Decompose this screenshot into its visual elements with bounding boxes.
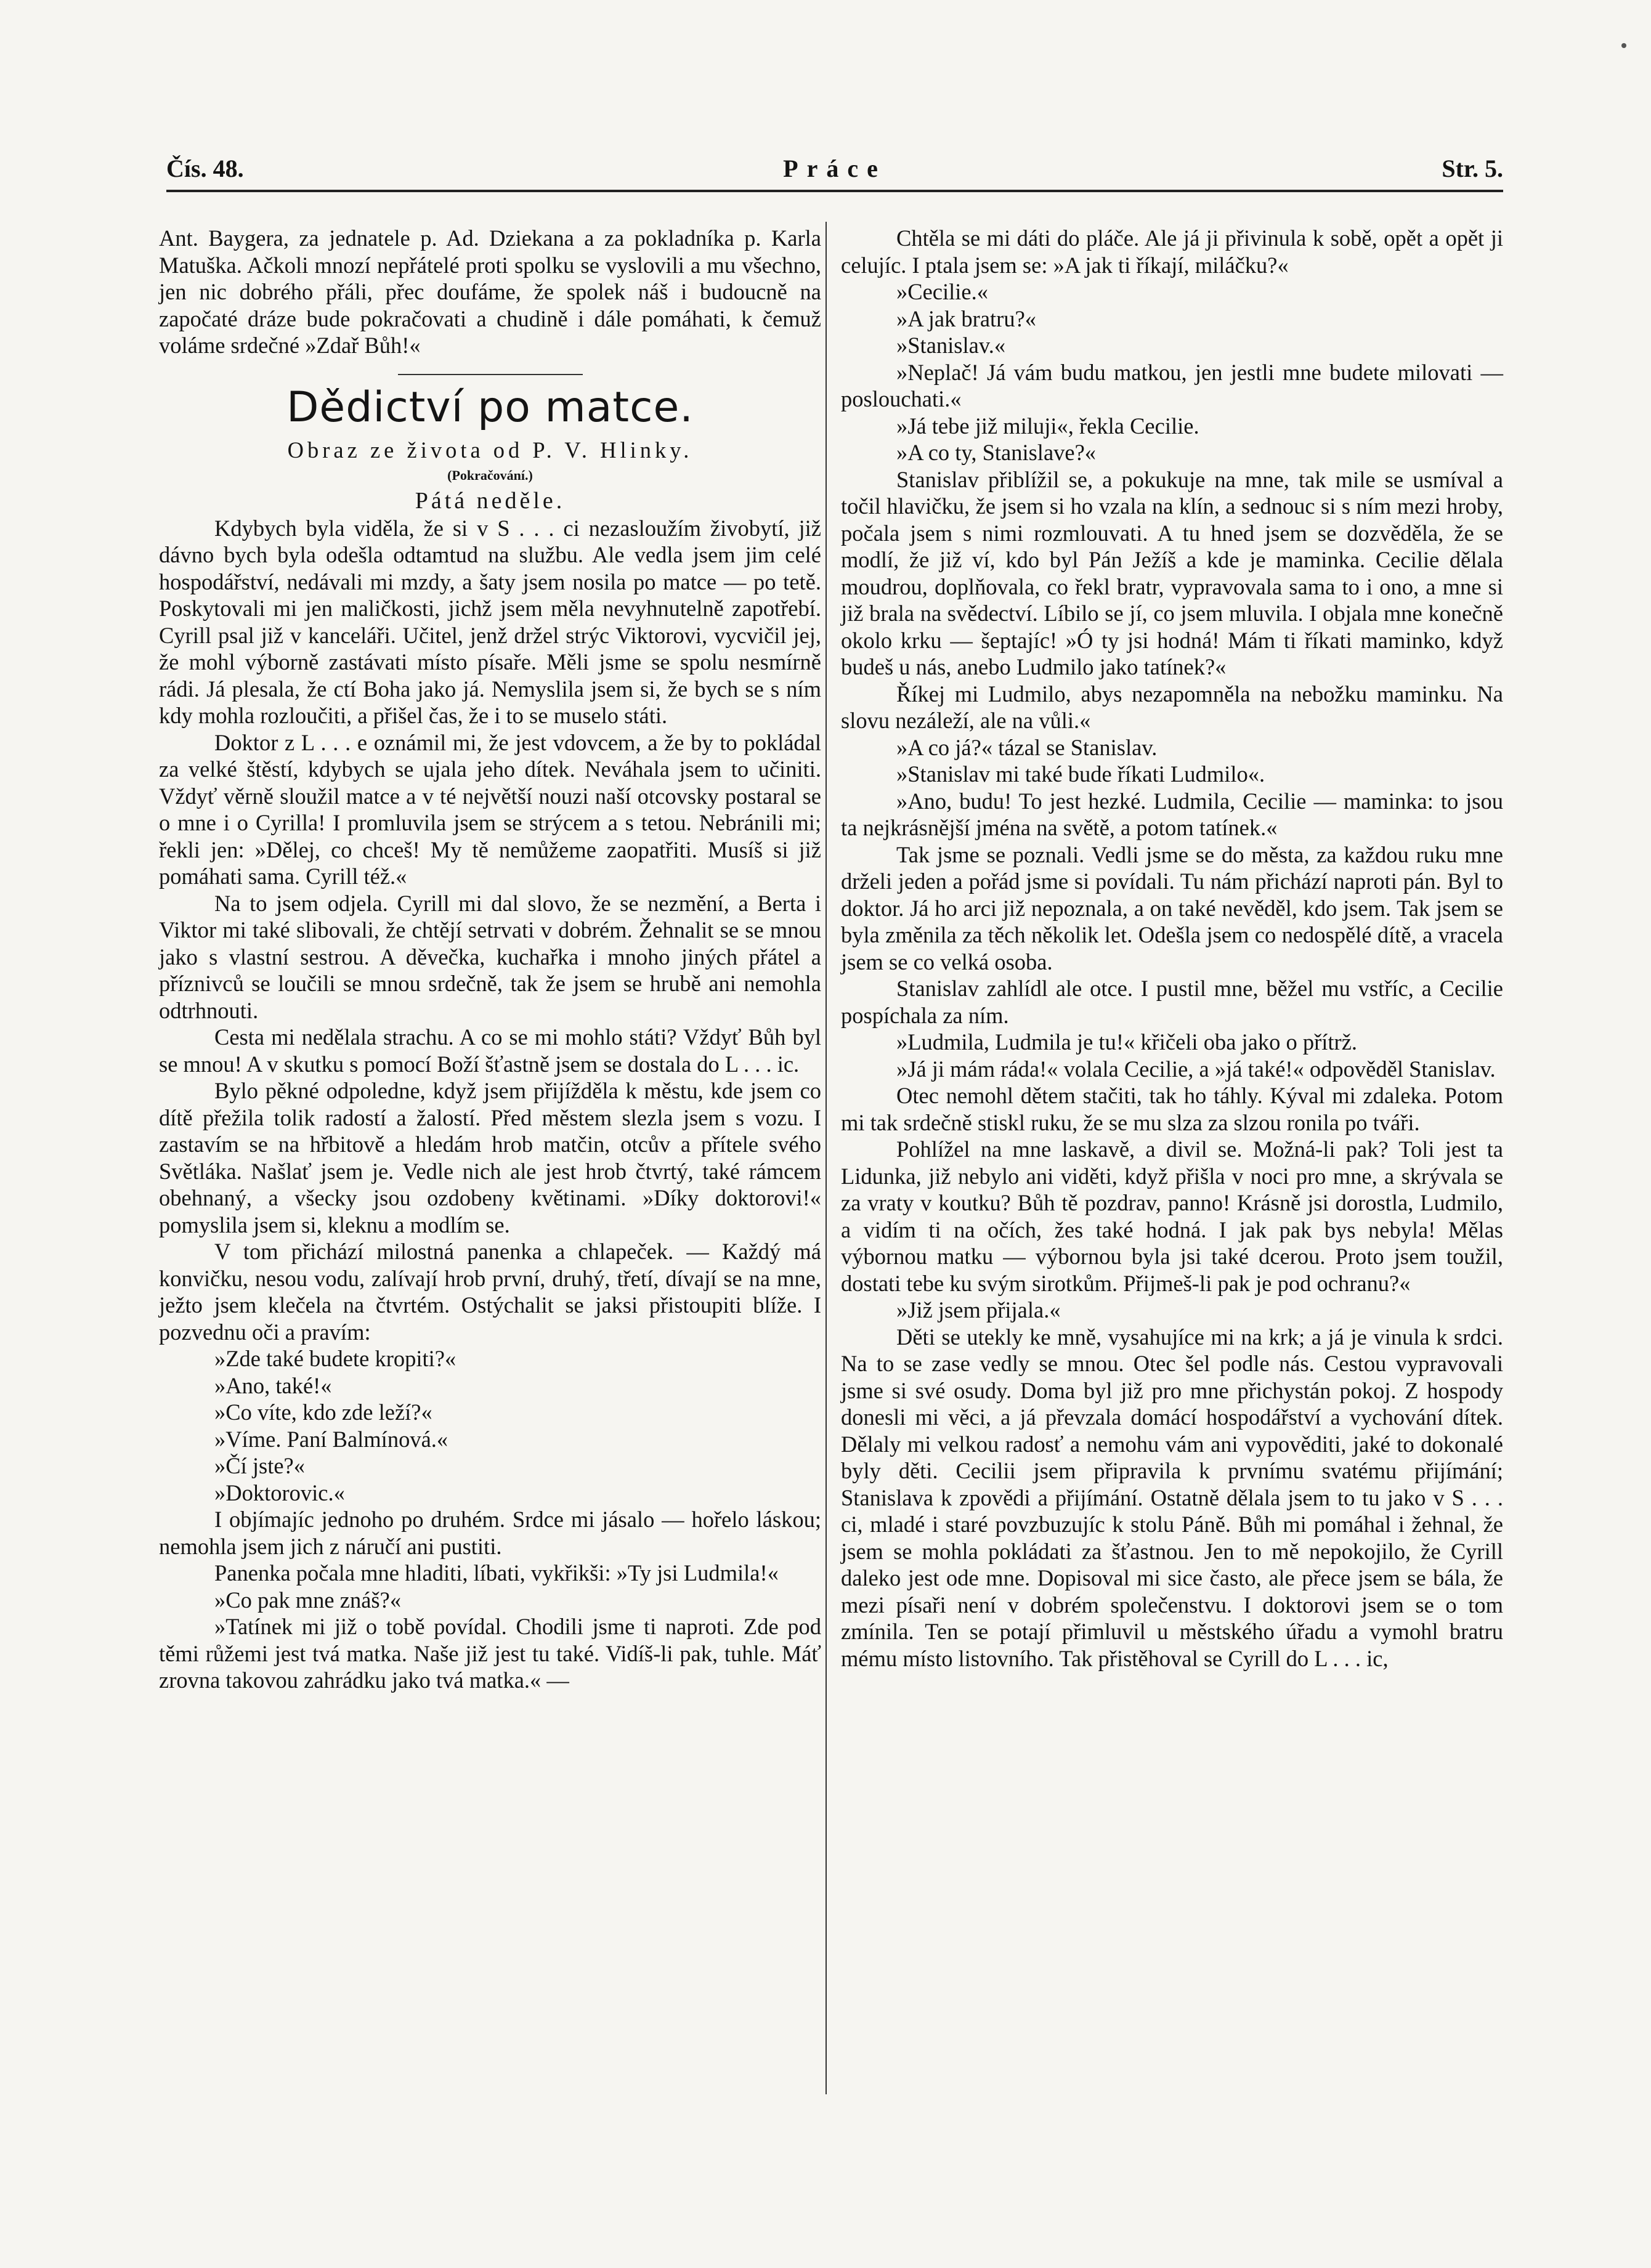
- paragraph: »Ano, také!«: [214, 1372, 332, 1398]
- paragraph: »Já tebe již miluji«, řekla Cecilie.: [896, 413, 1199, 439]
- left-paragraphs: [159, 515, 821, 1694]
- paragraph: »Ano, budu! To jest hezké. Ludmila, Cecilie — maminka: to jsou ta nejkrásnější jména na světě, a potom tatínek.«: [841, 788, 1503, 840]
- paragraph: »Stanislav.«: [896, 333, 1006, 358]
- page-number: Str. 5.: [1442, 155, 1503, 182]
- article-subtitle: Obraz ze života od P. V. Hlinky.: [287, 437, 693, 463]
- paragraph: Kdybych byla viděla, že si v S . . . ci nezasloužím živobytí, již dávno bych byla odešla odtamtud na službu. Ale vedla jsem jim celé hospodářství, nedávali mi mzdy, a šaty jsem nosila po matce — po tetě. Poskytovali mi jen maličkosti, jichž jsem měla nevyhnutelně zapotřebí. Cyrill psal již v kanceláři. Učitel, jenž držel strýc Viktorovi, vycvičil jej, že mohl výborně zastávati místo písaře. Měli jsme se spolu nesmírně rádi. Já plesala, že ctí Boha jako já. Nemyslila jsem si, že bych se s ním kdy mohla rozloučiti, a přišel čas, že i to se muselo státi.: [159, 515, 821, 728]
- paragraph: Chtěla se mi dáti do pláče. Ale já ji přivinula k sobě, opět a opět ji celujíc. I ptala jsem se: »A jak ti říkají, miláčku?«: [841, 225, 1503, 278]
- paragraph: Děti se utekly ke mně, vysahujíce mi na krk; a já je vinula k srdci. Na to se zase vedly se mnou. Otec šel podle nás. Cestou vypravovali jsme si své osudy. Doma byl již pro mne přichystán pokoj. Z hospody donesli mi věci, a já převzala domácí hospodářství a vychování dítek. Dělaly mi velkou radosť a nemohu vám ani vypověditi, jaké to dokonalé byly děti. Cecilii jsem připravila k prvnímu svatému přijímání; Stanislava k zpovědi a přijímání. Ostatně dělala jsem to tu jako v S . . . ci, mladé i staré povzbuzujíc k stolu Páně. Bůh mi pomáhal i žehnal, že jsem se mohla pokládati za šťastnou. Jen to mě nepokojilo, že Cyrill daleko jest ode mne. Dopisoval mi sice často, ale přece jsem se bála, že mezi písaři není v dobrém společenstvu. I doktorovi jsem se o tom zmínila. Ten se potají přimluvil u městského úřadu a vymohl bratru mému místo listovního. Tak přistěhoval se Cyrill do L . . . ic,: [841, 1324, 1503, 1671]
- paragraph: »Cecilie.«: [896, 279, 988, 304]
- paragraph: Cesta mi nedělala strachu. A co se mi mohlo státi? Vždyť Bůh byl se mnou! A v skutku s pomocí Boží šťastně jsem se dostala do L . . . ic.: [159, 1024, 821, 1077]
- paragraph: »Neplač! Já vám budu matkou, jen jestli mne budete milovati — poslouchati.«: [841, 359, 1503, 411]
- paragraph: »Co pak mne znáš?«: [214, 1587, 402, 1613]
- header-rule: [166, 190, 1503, 192]
- paragraph: »A co já?« tázal se Stanislav.: [896, 734, 1158, 760]
- page-header: [166, 154, 1503, 191]
- paragraph: Bylo pěkné odpoledne, když jsem přijížděla k městu, kde jsem co dítě přežila tolik radostí a žalostí. Před městem slezla jsem s vozu. I zastavím se na hřbitově a hledám hrob matčin, otcův a přítele svého Světláka. Našlať jsem je. Vedle nich ale jest hrob čtvrtý, také rámcem obehnaný, a všecky jsou ozdobeny květinami. »Díky doktorovi!« pomyslila jsem si, kleknu a modlím se.: [159, 1078, 821, 1237]
- paragraph: »Doktorovic.«: [214, 1480, 345, 1505]
- right-column: [841, 225, 1503, 1672]
- paragraph: Panenka počala mne hladiti, líbati, vykřikši: »Ty jsi Ludmila!«: [214, 1560, 779, 1586]
- continued-note: (Pokračování.): [447, 468, 533, 483]
- paragraph: »A jak bratru?«: [896, 306, 1037, 331]
- paragraph: »Tatínek mi již o tobě povídal. Chodili jsme ti naproti. Zde pod těmi růžemi jest tvá matka. Naše již jest tu také. Vidíš-li pak, tuhle. Máť zrovna takovou zahrádku jako tvá matka.« —: [159, 1614, 821, 1693]
- paragraph: »Již jsem přijala.«: [896, 1297, 1061, 1322]
- paragraph: Tak jsme se poznali. Vedli jsme se do města, za každou ruku mne drželi jeden a pořád jsme si povídali. Tu nám přichází naproti pán. Byl to doktor. Já ho arci již nepoznala, a on také nevěděl, kdo jsem. Tak jsem se byla změnila za těch několik let. Odešla jsem co nedospělé dítě, a vracela jsem se co velká osoba.: [841, 841, 1503, 974]
- paragraph: »Ludmila, Ludmila je tu!« křičeli oba jako o přítrž.: [896, 1029, 1358, 1055]
- paragraph: »Já ji mám ráda!« volala Cecilie, a »já také!« odpověděl Stanislav.: [896, 1056, 1496, 1082]
- paragraph: Říkej mi Ludmilo, abys nezapomněla na nebožku maminku. Na slovu nezáleží, ale na vůli.«: [841, 681, 1503, 733]
- paragraph: »Víme. Paní Balmínová.«: [214, 1426, 448, 1452]
- newspaper-title: Práce: [783, 155, 886, 182]
- paragraph: Stanislav zahlídl ale otce. I pustil mne, běžel mu vstříc, a Cecilie pospíchala za ním.: [841, 976, 1503, 1028]
- paragraph: Stanislav přiblížil se, a pokukuje na mne, tak mile se usmíval a točil hlavičku, že jsem si ho vzala na klín, a sednouc si s ním mezi hroby, počala jsem s nimi rozmlouvati. A tu hned jsem se dozvěděla, že se modlí, že již ví, kdo byl Pán Ježíš a kde je maminka. Cecilie dělala moudrou, doplňovala, co řekl bratr, vypravovala sama to i ono, a mne si již brala na svědectví. Líbilo se jí, co jsem mluvila. I objala mne konečně okolo krku — šeptajíc! »Ó ty jsi hodná! Mám ti říkati maminko, když budeš u nás, anebo Ludmilo jako tatínek?«: [841, 466, 1503, 679]
- paragraph: V tom přichází milostná panenka a chlapeček. — Každý má konvičku, nesou vodu, zalívají hrob první, druhý, třetí, dívají se na mne, ježto jsem klečela na čtvrtém. Ostýchalit se jaksi přistoupiti blíže. I pozvednu oči a pravím:: [159, 1239, 821, 1345]
- section-heading: Pátá neděle.: [415, 488, 566, 514]
- issue-number: Čís. 48.: [166, 155, 244, 182]
- left-column: [159, 225, 821, 1694]
- paragraph: Doktor z L . . . e oznámil mi, že jest vdovcem, a že by to pokládal za velké štěstí, kdybych se ujala jeho dítek. Neváhala jsem to učiniti. Vždyť věrně sloužil matce a v té největší nouzi naší otcovsky postaral se o mne i o Cyrilla! I promluvila jsem se strýcem a s tetou. Nebránili mi; řekli jen: »Dělej, co chceš! My tě nemůžeme zaopatřiti. Musíš si již pomáhati sama. Cyrill též.«: [159, 729, 821, 889]
- column-divider: [826, 222, 827, 2094]
- paragraph: »A co ty, Stanislave?«: [896, 440, 1097, 465]
- paragraph: »Stanislav mi také bude říkati Ludmilo«.: [896, 761, 1265, 787]
- intro-paragraph: Ant. Baygera, za jednatele p. Ad. Dziekana a za pokladníka p. Karla Matuška. Ačkoli mnozí nepřátelé proti spolku se vyslovili a mu všechno, jen nic dobrého přáli, přec doufáme, že spolek náš i budoucně na započaté dráze bude pokračovati a chudině i dále pomáhati, k čemuž voláme srdečné »Zdař Bůh!«: [159, 225, 821, 358]
- paragraph: »Čí jste?«: [214, 1453, 305, 1478]
- page-corner-mark: [1621, 43, 1626, 48]
- paragraph: Otec nemohl dětem stačiti, tak ho táhly. Kýval mi zdaleka. Potom mi tak srdečně stiskl ruku, že se mu slza za slzou ronila po tváři.: [841, 1083, 1503, 1135]
- paragraph: Na to jsem odjela. Cyrill mi dal slovo, že se nezmění, a Berta i Viktor mi také slibovali, že chtějí setrvati v dobrém. Žehnalit se se mnou jako s vlastní sestrou. A děvečka, kuchařka i mnoho jiných přátel a příznivců se loučili se mnou srdečně, tak že jsem se hrubě ani nemohla odtrhnouti.: [159, 890, 821, 1023]
- article-title: Dědictví po matce.: [286, 383, 694, 432]
- title-rule-top: [398, 374, 583, 375]
- right-paragraphs: [841, 225, 1503, 1672]
- paragraph: Pohlížel na mne laskavě, a divil se. Možná-li pak? Toli jest ta Lidunka, již nebylo ani viděti, když přišla v noci pro mne, a skrývala se za vraty v koutku? Bůh tě pozdrav, panno! Krásně jsi dorostla, Ludmilo, a vidím ti na očích, žes také hodná. I jak pak bys nebyla! Mělas výbornou matku — výbornou byla jsi také dcerou. Proto jsem toužil, dostati tebe ku svým sirotkům. Přijmeš-li pak je pod ochranu?«: [841, 1136, 1503, 1296]
- paragraph: I objímajíc jednoho po druhém. Srdce mi jásalo — hořelo láskou; nemohla jsem jich z náručí ani pustiti.: [159, 1507, 821, 1559]
- paragraph: »Co víte, kdo zde leží?«: [214, 1399, 432, 1425]
- paragraph: »Zde také budete kropiti?«: [214, 1346, 456, 1371]
